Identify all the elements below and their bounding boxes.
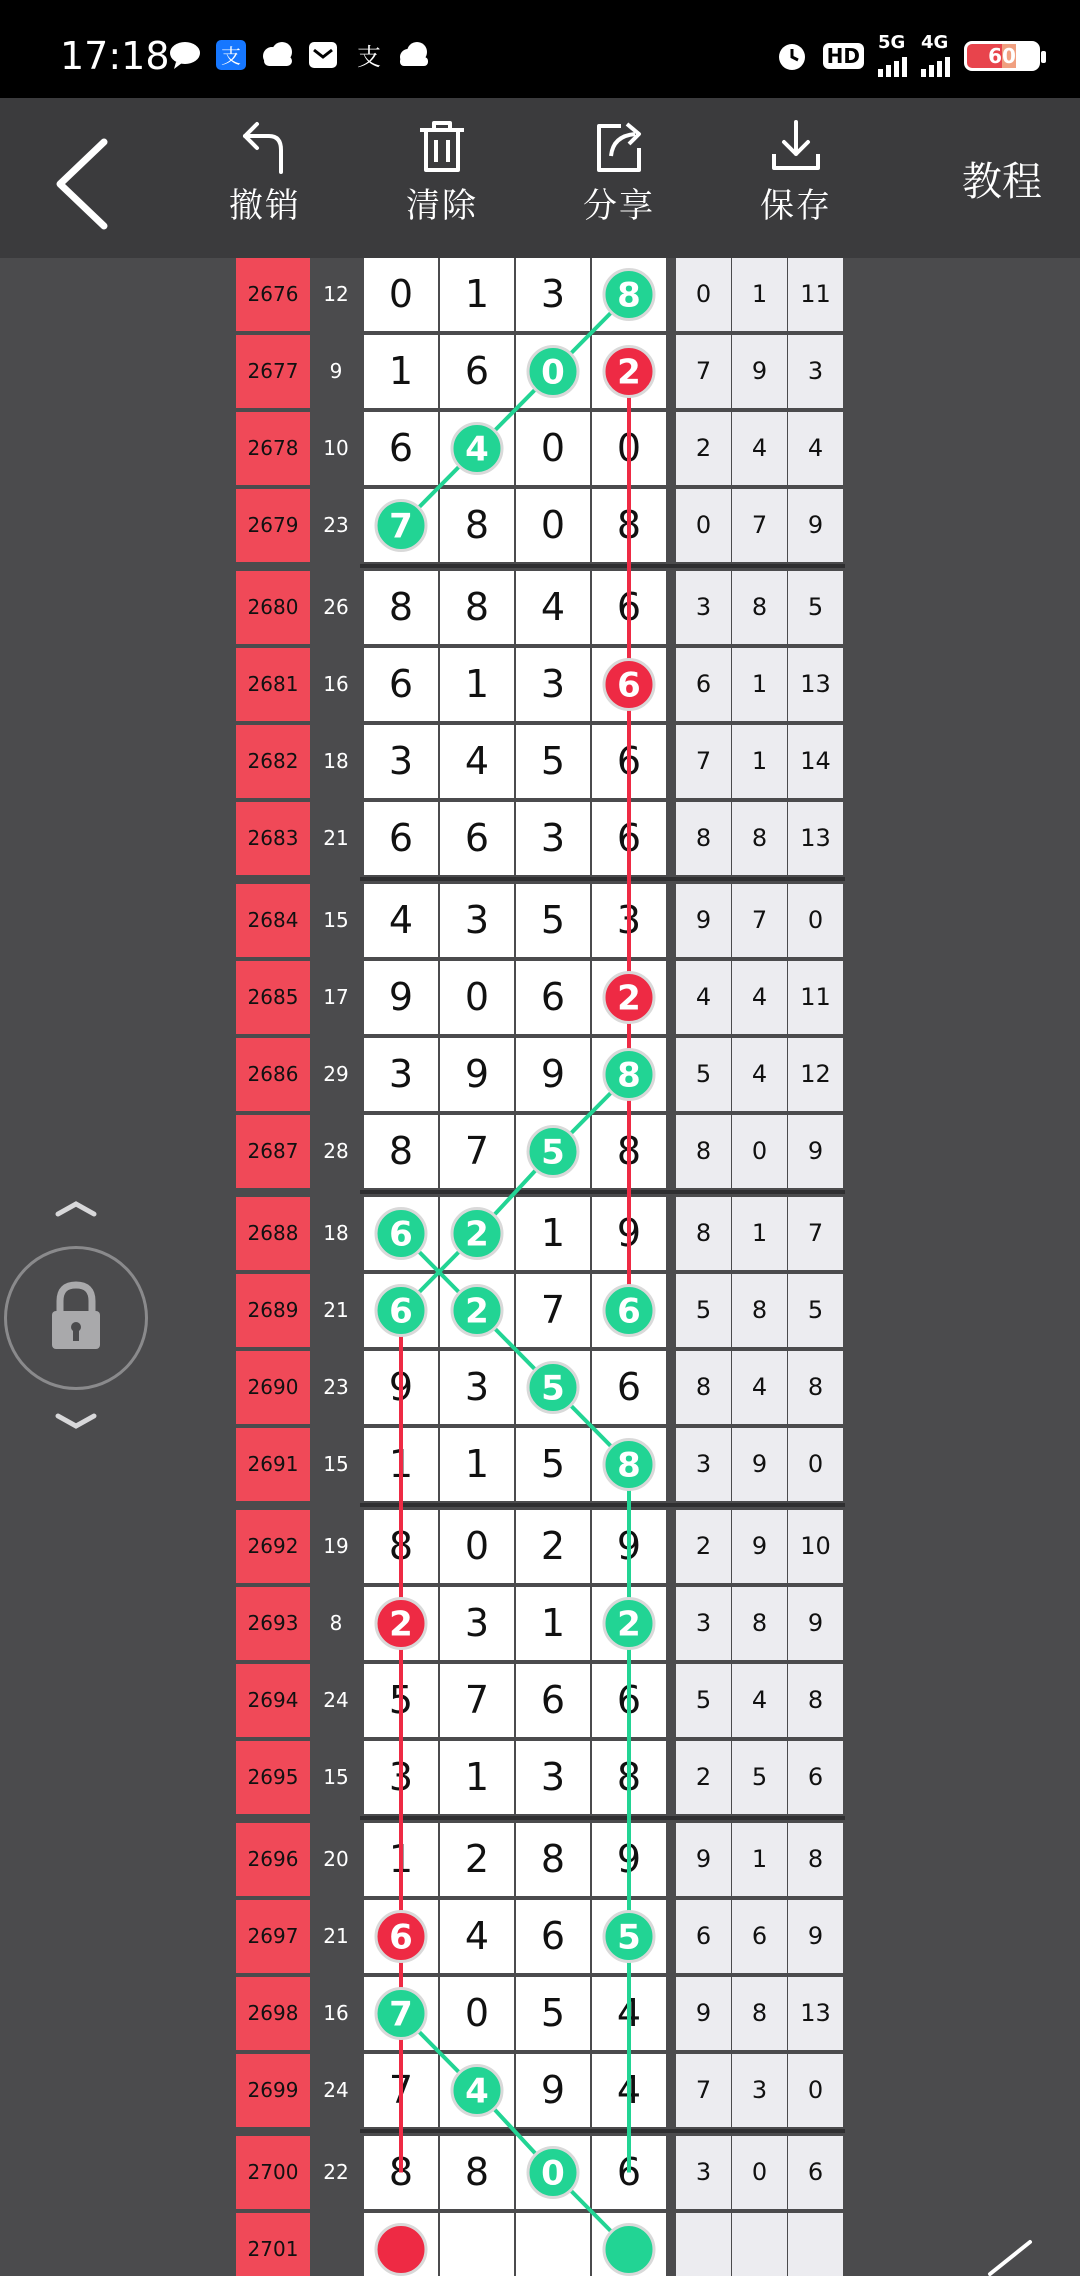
ball-number: 2: [617, 1604, 641, 1645]
number-cell[interactable]: 6: [440, 335, 514, 408]
red-marked-ball[interactable]: [604, 660, 654, 710]
aux-cell: 7: [676, 725, 731, 798]
number-cell[interactable]: 4: [516, 571, 590, 644]
number-cell[interactable]: 8: [440, 2136, 514, 2209]
number-cell[interactable]: 6: [592, 725, 666, 798]
sum-value: 12: [323, 282, 349, 306]
sum-value: 15: [323, 908, 349, 932]
aux-cell: 9: [788, 1587, 843, 1660]
number-cell[interactable]: 4: [592, 1977, 666, 2050]
share-label: 分享: [583, 186, 655, 226]
green-marked-ball[interactable]: [528, 1127, 578, 1177]
aux-cell: 8: [732, 1274, 787, 1347]
mail-icon: [306, 40, 340, 70]
period-id: 2698: [236, 1977, 310, 2050]
aux-cell: 4: [788, 412, 843, 485]
green-marked-ball[interactable]: [452, 1209, 502, 1259]
period-id: 2681: [236, 648, 310, 721]
undo-button[interactable]: [200, 118, 330, 248]
aux-cell: 9: [732, 1428, 787, 1501]
hd-badge: HD: [823, 43, 864, 69]
number-cell[interactable]: 0: [592, 412, 666, 485]
share-icon: [591, 118, 647, 174]
aux-cell: 6: [732, 1900, 787, 1973]
ball-number: 5: [541, 1368, 565, 1409]
sum-value: 28: [323, 1139, 349, 1163]
number-cell[interactable]: 1: [516, 1587, 590, 1660]
number-cell[interactable]: 9: [592, 1823, 666, 1896]
aux-cell: 14: [788, 725, 843, 798]
aux-cell: 5: [676, 1038, 731, 1111]
number-cell[interactable]: 8: [592, 1741, 666, 1814]
period-id: 2687: [236, 1115, 310, 1188]
toolbar: [0, 98, 1080, 258]
undo-icon: [237, 118, 293, 174]
save-label: 保存: [760, 186, 832, 226]
number-cell[interactable]: 4: [440, 1900, 514, 1973]
aux-cell: 5: [676, 1664, 731, 1737]
period-id: 2694: [236, 1664, 310, 1737]
number-cell[interactable]: 5: [364, 1664, 438, 1737]
number-cell[interactable]: 6: [516, 1900, 590, 1973]
number-cell[interactable]: 1: [440, 1741, 514, 1814]
ball-number: 0: [541, 2153, 565, 2194]
signal-icon: [921, 51, 950, 77]
aux-cell: 9: [788, 489, 843, 562]
green-marked-ball[interactable]: [452, 2066, 502, 2116]
ball-number: 7: [389, 1994, 413, 2035]
red-marked-ball[interactable]: [376, 2225, 426, 2275]
aux-cell: 4: [732, 1038, 787, 1111]
number-cell[interactable]: 3: [592, 884, 666, 957]
svg-text:支: 支: [357, 43, 381, 70]
number-cell[interactable]: 5: [516, 1428, 590, 1501]
network-5g: [878, 32, 907, 77]
period-id: 2701: [236, 2213, 310, 2276]
number-cell[interactable]: 0: [440, 961, 514, 1034]
aux-cell: 6: [788, 2136, 843, 2209]
sum-value: 22: [323, 2160, 349, 2184]
period-id: 2689: [236, 1274, 310, 1347]
green-marked-ball[interactable]: [376, 501, 426, 551]
number-cell[interactable]: 6: [516, 1664, 590, 1737]
number-cell[interactable]: 2: [516, 1510, 590, 1583]
aux-cell: 1: [732, 1197, 787, 1270]
alipay-icon: [214, 40, 248, 70]
period-id: 2678: [236, 412, 310, 485]
aux-cell: 9: [676, 1977, 731, 2050]
aux-cell: 1: [732, 258, 787, 331]
number-cell[interactable]: 9: [364, 1351, 438, 1424]
sum-value: 17: [323, 985, 349, 1009]
number-cell[interactable]: 8: [592, 1115, 666, 1188]
sum-value: 23: [323, 513, 349, 537]
number-cell[interactable]: 6: [364, 412, 438, 485]
status-right: [775, 32, 1040, 74]
period-id: 2696: [236, 1823, 310, 1896]
number-cell[interactable]: 0: [440, 1977, 514, 2050]
undo-label: 撤销: [229, 186, 301, 226]
number-cell[interactable]: 5: [516, 884, 590, 957]
aux-cell: 2: [676, 1510, 731, 1583]
aux-cell: 2: [676, 412, 731, 485]
period-id: 2680: [236, 571, 310, 644]
period-id: 2700: [236, 2136, 310, 2209]
aux-cell: 7: [676, 2054, 731, 2127]
period-id: 2691: [236, 1428, 310, 1501]
aux-cell: 6: [676, 1900, 731, 1973]
sum-value: 16: [323, 672, 349, 696]
aux-cell: 3: [732, 2054, 787, 2127]
aux-cell: 8: [676, 1197, 731, 1270]
number-cell[interactable]: 6: [364, 802, 438, 875]
ball-number: 4: [465, 2071, 489, 2112]
aux-cell: 1: [732, 648, 787, 721]
number-cell[interactable]: 9: [592, 1510, 666, 1583]
status-bar: [0, 0, 1080, 98]
green-marked-ball[interactable]: [452, 1286, 502, 1336]
period-id: 2690: [236, 1351, 310, 1424]
aux-cell: 7: [732, 884, 787, 957]
aux-cell: 4: [732, 1351, 787, 1424]
number-cell[interactable]: 0: [516, 489, 590, 562]
number-cell[interactable]: 8: [440, 489, 514, 562]
number-cell[interactable]: 3: [516, 1741, 590, 1814]
sum-value: 9: [329, 359, 343, 383]
period-id: 2688: [236, 1197, 310, 1270]
number-cell[interactable]: 9: [516, 1038, 590, 1111]
green-marked-ball[interactable]: [528, 1363, 578, 1413]
aux-cell: 3: [676, 1587, 731, 1660]
battery-level: 60: [988, 44, 1016, 68]
number-cell[interactable]: 3: [440, 1587, 514, 1660]
number-cell[interactable]: 1: [364, 1428, 438, 1501]
number-cell[interactable]: 6: [592, 2136, 666, 2209]
aux-cell: 3: [676, 2136, 731, 2209]
cloud-icon: [396, 40, 430, 70]
number-cell[interactable]: 3: [364, 1741, 438, 1814]
ball-number: 2: [465, 1291, 489, 1332]
aux-cell: 8: [788, 1351, 843, 1424]
number-cell[interactable]: 3: [440, 1351, 514, 1424]
number-cell[interactable]: 0: [440, 1510, 514, 1583]
red-marked-ball[interactable]: [604, 973, 654, 1023]
period-id: 2693: [236, 1587, 310, 1660]
aux-cell: 5: [788, 571, 843, 644]
aux-cell: 8: [676, 1351, 731, 1424]
edit-icon[interactable]: [980, 2236, 1040, 2276]
aux-cell: 7: [676, 335, 731, 408]
ball-number: 2: [617, 978, 641, 1019]
sum-value: 23: [323, 1375, 349, 1399]
aux-cell: 5: [676, 1274, 731, 1347]
lock-button[interactable]: [4, 1246, 148, 1390]
period-id: 2683: [236, 802, 310, 875]
green-marked-ball[interactable]: [528, 2148, 578, 2198]
period-id: 2677: [236, 335, 310, 408]
message-icon: [168, 40, 202, 70]
network-5g-label: 5G: [878, 32, 906, 53]
aux-cell: 4: [676, 961, 731, 1034]
number-cell[interactable]: 9: [592, 1197, 666, 1270]
number-cell[interactable]: 9: [364, 961, 438, 1034]
number-cell[interactable]: 9: [440, 1038, 514, 1111]
aux-cell: 2: [676, 1741, 731, 1814]
green-trend-line: [401, 1075, 629, 1311]
sum-value: 21: [323, 1298, 349, 1322]
sum-value: 16: [323, 2001, 349, 2025]
aux-cell: 8: [732, 1977, 787, 2050]
period-id: 2686: [236, 1038, 310, 1111]
ball-number: 7: [389, 506, 413, 547]
ball-number: 5: [617, 1917, 641, 1958]
number-cell[interactable]: 2: [440, 1823, 514, 1896]
number-cell[interactable]: 3: [364, 725, 438, 798]
aux-cell: 11: [788, 961, 843, 1034]
aux-cell: 10: [788, 1510, 843, 1583]
aux-cell: 11: [788, 258, 843, 331]
ball-number: 2: [465, 1214, 489, 1255]
aux-cell: 9: [732, 335, 787, 408]
trend-overlay: [0, 258, 1080, 2276]
number-cell[interactable]: 6: [440, 802, 514, 875]
period-id: 2685: [236, 961, 310, 1034]
number-cell[interactable]: 7: [516, 1274, 590, 1347]
number-cell[interactable]: 6: [364, 648, 438, 721]
green-marked-ball[interactable]: [528, 347, 578, 397]
number-cell[interactable]: 8: [440, 571, 514, 644]
network-4g: [921, 32, 950, 77]
sum-value: 8: [329, 1611, 343, 1635]
number-cell[interactable]: 0: [364, 258, 438, 331]
sum-value: 21: [323, 1924, 349, 1948]
sum-value: 18: [323, 1221, 349, 1245]
period-id: 2684: [236, 884, 310, 957]
green-marked-ball[interactable]: [604, 1050, 654, 1100]
number-cell[interactable]: 8: [516, 1823, 590, 1896]
number-cell[interactable]: 3: [364, 1038, 438, 1111]
sum-value: 21: [323, 826, 349, 850]
aux-cell: 8: [732, 571, 787, 644]
number-cell[interactable]: 6: [592, 571, 666, 644]
red-marked-ball[interactable]: [604, 347, 654, 397]
period-id: 2699: [236, 2054, 310, 2127]
aux-cell: 4: [732, 961, 787, 1034]
sum-value: 20: [323, 1847, 349, 1871]
aux-cell: 0: [732, 1115, 787, 1188]
clear-label: 清除: [406, 186, 478, 226]
number-cell[interactable]: 5: [516, 725, 590, 798]
number-cell[interactable]: 1: [364, 1823, 438, 1896]
lock-icon: [46, 1281, 106, 1351]
ball-number: 6: [389, 1291, 413, 1332]
green-marked-ball[interactable]: [604, 1286, 654, 1336]
tutorial-button[interactable]: 教程: [962, 159, 1042, 205]
aux-cell: 6: [676, 648, 731, 721]
aux-cell: 3: [788, 335, 843, 408]
aux-cell: 9: [788, 1900, 843, 1973]
clear-button[interactable]: [377, 118, 507, 248]
data-grid: [0, 258, 1080, 2276]
ball-number: 8: [617, 275, 641, 316]
aux-cell: 0: [788, 2054, 843, 2127]
aux-cell: 8: [732, 1587, 787, 1660]
aux-cell: 0: [788, 1428, 843, 1501]
green-marked-ball[interactable]: [376, 1989, 426, 2039]
aux-cell: 13: [788, 1977, 843, 2050]
sum-value: 15: [323, 1452, 349, 1476]
ball-number: 0: [541, 352, 565, 393]
number-cell[interactable]: 3: [516, 802, 590, 875]
network-4g-label: 4G: [921, 32, 949, 53]
chevron-down-icon[interactable]: [54, 1412, 98, 1432]
aux-cell: 12: [788, 1038, 843, 1111]
number-cell[interactable]: 3: [516, 648, 590, 721]
aux-cell: 3: [676, 571, 731, 644]
ball-number: 8: [617, 1445, 641, 1486]
number-cell[interactable]: 1: [440, 1428, 514, 1501]
number-cell[interactable]: 7: [440, 1115, 514, 1188]
ball-number: 6: [389, 1917, 413, 1958]
number-cell[interactable]: 4: [440, 725, 514, 798]
ball-number: 6: [617, 1291, 641, 1332]
sum-value: 18: [323, 749, 349, 773]
weather-icon: [260, 40, 294, 70]
signal-icon: [878, 51, 907, 77]
aux-cell: 8: [788, 1823, 843, 1896]
number-cell[interactable]: 6: [592, 1351, 666, 1424]
aux-cell: 0: [676, 489, 731, 562]
period-id: 2695: [236, 1741, 310, 1814]
aux-cell: 1: [732, 1823, 787, 1896]
number-cell[interactable]: 4: [592, 2054, 666, 2127]
period-id: 2682: [236, 725, 310, 798]
sum-value: 24: [323, 1688, 349, 1712]
green-marked-ball[interactable]: [604, 2225, 654, 2275]
alipay-icon: [352, 40, 386, 70]
green-marked-ball[interactable]: [376, 1286, 426, 1336]
download-icon: [768, 118, 824, 174]
chevron-up-icon[interactable]: [54, 1198, 98, 1218]
ball-number: 4: [465, 429, 489, 470]
red-marked-ball[interactable]: [376, 1599, 426, 1649]
save-button[interactable]: [731, 118, 861, 248]
aux-cell: 4: [732, 1664, 787, 1737]
aux-cell: 9: [788, 1115, 843, 1188]
trash-icon: [414, 118, 470, 174]
aux-cell: 8: [676, 1115, 731, 1188]
number-cell[interactable]: 1: [364, 335, 438, 408]
battery-icon: [964, 41, 1040, 71]
number-cell[interactable]: 7: [364, 2054, 438, 2127]
period-id: 2676: [236, 258, 310, 331]
period-id: 2697: [236, 1900, 310, 1973]
ball-number: 5: [541, 1132, 565, 1173]
aux-cell: 6: [788, 1741, 843, 1814]
ball-number: 8: [617, 1055, 641, 1096]
number-cell[interactable]: 6: [516, 961, 590, 1034]
number-cell[interactable]: 8: [364, 571, 438, 644]
sum-value: 19: [323, 1534, 349, 1558]
ball-number: 2: [617, 352, 641, 393]
number-cell[interactable]: 7: [440, 1664, 514, 1737]
green-trend-line: [401, 1234, 629, 2173]
aux-cell: 8: [732, 802, 787, 875]
period-id: 2679: [236, 489, 310, 562]
aux-cell: 13: [788, 802, 843, 875]
number-cell[interactable]: 6: [592, 1664, 666, 1737]
green-marked-ball[interactable]: [604, 1440, 654, 1490]
number-cell[interactable]: 1: [440, 258, 514, 331]
green-marked-ball[interactable]: [452, 424, 502, 474]
green-marked-ball[interactable]: [604, 1912, 654, 1962]
aux-cell: 7: [788, 1197, 843, 1270]
number-cell[interactable]: 9: [516, 2054, 590, 2127]
ball-number: 6: [617, 665, 641, 706]
number-cell[interactable]: 0: [516, 412, 590, 485]
green-trend-line: [401, 295, 629, 526]
number-cell[interactable]: 8: [364, 1115, 438, 1188]
aux-cell: 9: [676, 1823, 731, 1896]
number-cell[interactable]: 3: [440, 884, 514, 957]
red-marked-ball[interactable]: [376, 1912, 426, 1962]
aux-cell: 1: [732, 725, 787, 798]
number-cell[interactable]: 8: [364, 1510, 438, 1583]
number-cell[interactable]: 8: [592, 489, 666, 562]
aux-cell: 5: [788, 1274, 843, 1347]
alarm-icon: [775, 39, 809, 73]
sum-value: 15: [323, 1765, 349, 1789]
aux-cell: 4: [732, 412, 787, 485]
status-time: 17:18: [60, 34, 170, 78]
number-cell[interactable]: 4: [364, 884, 438, 957]
sum-value: 10: [323, 436, 349, 460]
share-button[interactable]: [554, 118, 684, 248]
sum-value: 24: [323, 2078, 349, 2102]
sum-value: 29: [323, 1062, 349, 1086]
sum-value: 26: [323, 595, 349, 619]
ball-number: 2: [389, 1604, 413, 1645]
aux-cell: 9: [676, 884, 731, 957]
green-marked-ball[interactable]: [604, 1599, 654, 1649]
green-marked-ball[interactable]: [376, 1209, 426, 1259]
aux-cell: 8: [676, 802, 731, 875]
aux-cell: 0: [788, 884, 843, 957]
number-cell[interactable]: 6: [592, 802, 666, 875]
ball-number: 6: [389, 1214, 413, 1255]
aux-cell: 5: [732, 1741, 787, 1814]
period-id: 2692: [236, 1510, 310, 1583]
aux-cell: 8: [788, 1664, 843, 1737]
aux-cell: 0: [732, 2136, 787, 2209]
aux-cell: 3: [676, 1428, 731, 1501]
svg-text:支: 支: [221, 44, 241, 68]
back-button[interactable]: [48, 134, 118, 234]
aux-cell: 13: [788, 648, 843, 721]
green-trend-line: [401, 2014, 629, 2250]
aux-cell: 0: [676, 258, 731, 331]
aux-cell: 7: [732, 489, 787, 562]
number-cell[interactable]: 1: [516, 1197, 590, 1270]
number-cell[interactable]: 1: [440, 648, 514, 721]
number-cell[interactable]: 3: [516, 258, 590, 331]
green-marked-ball[interactable]: [604, 270, 654, 320]
number-cell[interactable]: 8: [364, 2136, 438, 2209]
number-cell[interactable]: 5: [516, 1977, 590, 2050]
aux-cell: 9: [732, 1510, 787, 1583]
